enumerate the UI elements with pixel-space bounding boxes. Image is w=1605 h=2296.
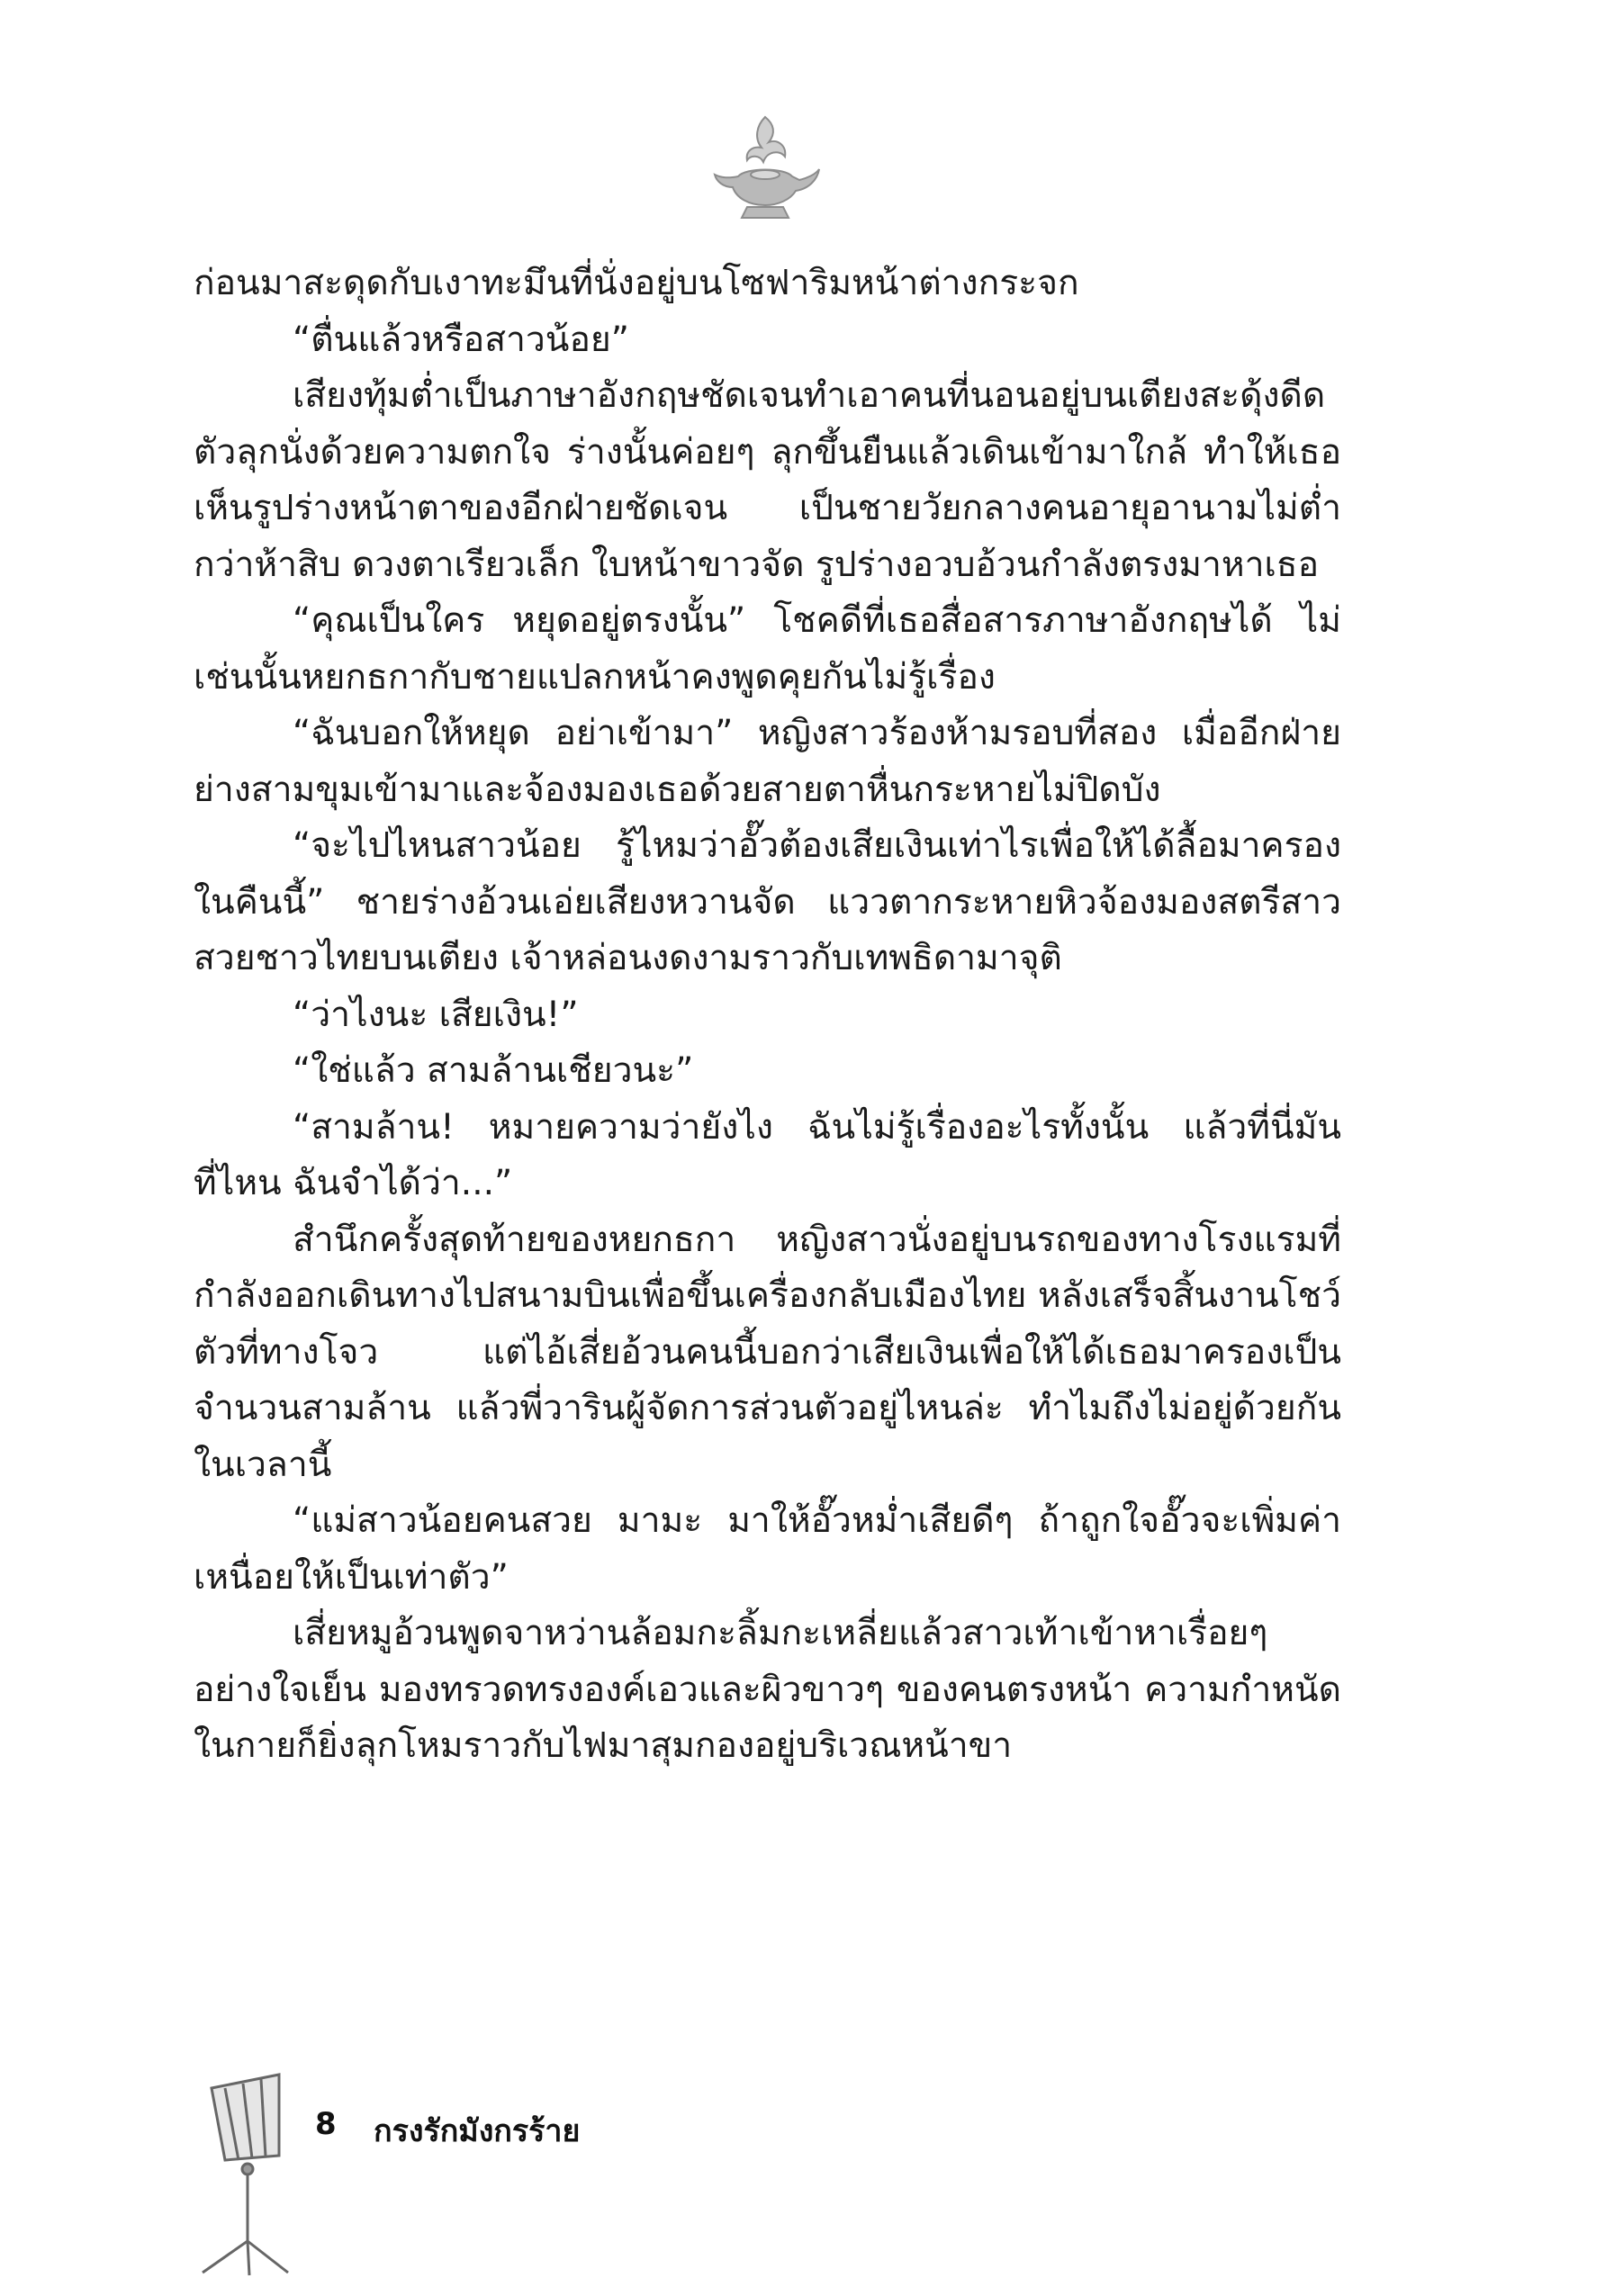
page-number: 8 [315,2106,337,2142]
story-text [194,256,1341,1775]
book-title: กรงรักมังกรร้าย [374,2113,581,2149]
paragraph: เสียงทุ้มต่ำเป็นภาษาอังกฤษชัดเจนทำเอาคนที่นอนอยู่บนเตียงสะดุ้งดีดตัวลุกนั่งด้วยความตกใจ ร่างนั้นค่อยๆ ลุกขึ้นยืนแล้วเดินเข้ามาใกล้ ทำให้เธอเห็นรูปร่างหน้าตาของอีกฝ่ายชัดเจน เป็นชายวัยกลางคนอายุอานามไม่ต่ำกว่าห้าสิบ ดวงตาเรียวเล็ก ใบหน้าขาวจัด รูปร่างอวบอ้วนกำลังตรงมาหาเธอ [194,375,1341,585]
paragraph: ก่อนมาสะดุดกับเงาทะมึนที่นั่งอยู่บนโซฟาริมหน้าต่างกระจก [194,263,1079,303]
genie-lamp-icon [702,106,828,232]
paragraph: “คุณเป็นใคร หยุดอยู่ตรงนั้น” โชคดีที่เธอสื่อสารภาษาอังกฤษได้ ไม่เช่นนั้นหยกธกากับชายแปลกหน้าคงพูดคุยกันไม่รู้เรื่อง [194,600,1341,698]
paragraph: “ว่าไงนะ เสียเงิน!” [293,994,579,1035]
paragraph: สำนึกครั้งสุดท้ายของหยกธกา หญิงสาวนั่งอยู่บนรถของทางโรงแรมที่กำลังออกเดินทางไปสนามบินเพื่อขึ้นเครื่องกลับเมืองไทย หลังเสร็จสิ้นงานโชว์ตัวที่ทางโจว แต่ไอ้เสี่ยอ้วนคนนี้บอกว่าเสียเงินเพื่อให้ได้เธอมาครองเป็นจำนวนสามล้าน แล้วพี่วารินผู้จัดการส่วนตัวอยู่ไหนล่ะ ทำไมถึงไม่อยู่ด้วยกันในเวลานี้ [194,1219,1341,1485]
studio-light-icon [194,2070,293,2277]
paragraph: “ใช่แล้ว สามล้านเชียวนะ” [293,1050,694,1091]
paragraph: “ตื่นแล้วหรือสาวน้อย” [293,319,629,360]
paragraph: “สามล้าน! หมายความว่ายังไง ฉันไม่รู้เรื่องอะไรทั้งนั้น แล้วที่นี่มันที่ไหน ฉันจำได้ว่า...” [194,1106,1341,1203]
paragraph: “ฉันบอกให้หยุด อย่าเข้ามา” หญิงสาวร้องห้ามรอบที่สอง เมื่ออีกฝ่ายย่างสามขุมเข้ามาและจ้องมองเธอด้วยสายตาหื่นกระหายไม่ปิดบัง [194,713,1341,810]
paragraph: “จะไปไหนสาวน้อย รู้ไหมว่าอั๊วต้องเสียเงินเท่าไรเพื่อให้ได้ลื้อมาครองในคืนนี้” ชายร่างอ้วนเอ่ยเสียงหวานจัด แววตากระหายหิวจ้องมองสตรีสาวสวยชาวไทยบนเตียง เจ้าหล่อนงดงามราวกับเทพธิดามาจุติ [194,825,1341,978]
paragraph: “แม่สาวน้อยคนสวย มามะ มาให้อั๊วหม่ำเสียดีๆ ถ้าถูกใจอั๊วจะเพิ่มค่าเหนื่อยให้เป็นเท่าตัว” [194,1500,1341,1598]
paragraph: เสี่ยหมูอ้วนพูดจาหว่านล้อมกะลิ้มกะเหลี่ยแล้วสาวเท้าเข้าหาเรื่อยๆ อย่างใจเย็น มองทรวดทรงองค์เอวและผิวขาวๆ ของคนตรงหน้า ความกำหนัดในกายก็ยิ่งลุกโหมราวกับไฟมาสุมกองอยู่บริเวณหน้าขา [194,1613,1341,1766]
